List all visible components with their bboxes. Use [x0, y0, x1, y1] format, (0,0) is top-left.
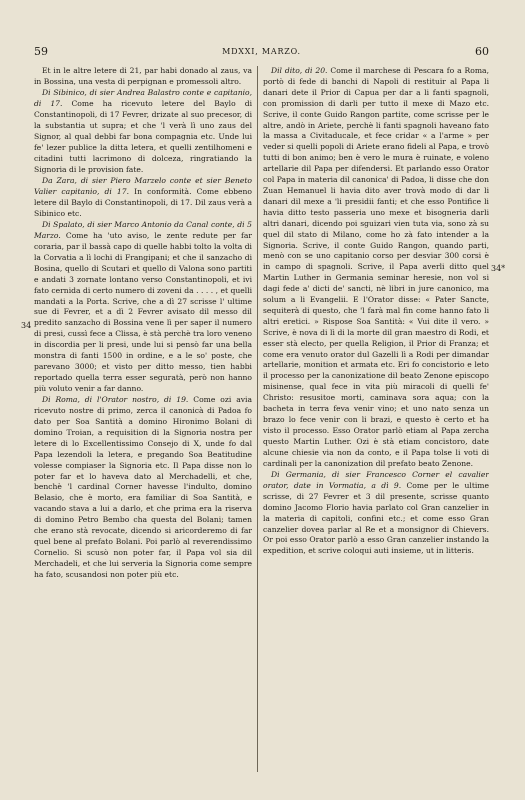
page-number-left: 59: [34, 45, 48, 58]
paragraph-heading: Di Germania, di sier Francesco Corner el cavalier orator, date in Vormatia, a dì 9.: [263, 470, 489, 490]
column-divider: [257, 66, 258, 772]
paragraph-heading: Dil dito, di 20.: [271, 66, 328, 75]
paragraph: Dil dito, di 20. Come il marchese di Pescara fo a Roma, portò di fede di banchi di Napoli di restituir al Papa li danari dete il Prior di Capua per dar a li fanti spagnoli, con promission di darli per tutto il mexe di Mazo etc. Scrive, il conte Guido Rangon partite, come scrisse per le altre, andò in Ariete, perchè li fanti spagnoli haveano fato la massa a Civitaducale, et fece cridar « a l'arme » per veder si quelli popoli di Ariete erano fideli al Papa, e trovò tutti di bon animo; ben è vero le mura è ruinate, e voleno artellarie dil Papa per difendersi. Et parlando esso Orator col Papa in materia dil canonica' di Padoa, li disse che don Zuan Hemanuel li havia dito aver trovà modo di dar li danari dil mexe a 'li presidii fanti; et che esso Pontifice li havia ditto testo passeria uno mexe et bisogneria darli altri danari, dicendo poi sguizari vien tuta via, sono zà su quel dil stato di Milano, come ho zà fato intender a la Signoria. Scrive, il conte Guido Rangon, quando parti, menò con se uno capitanio corso per desviar 300 corsi è in campo di spagnoli. Scrive, il Papa averli ditto quel Martin Luther in Germania seminar heresie, non vol si dagi fede a' dicti de' sancti, nè libri in jure canonico, ma solum a li Evangelii. E l'Orator disse: « Pater Sancte, sequiterà di questo, che 'l farà mal fin come hanno fato li altri eretici. » Rispose Soa Santità: « Vui dite il vero. » Scrive, è nova di lì di la morte dil gran maestro di Rodi, et esser stà electo, per quella Religion, il Prior di Franza; et come era venuto orator dul Gazelli lì a Rodi per dimandar artellarie, monition et armata etc. Eri fo concistorio e leto il processo per la canonizatione dil beato Zenone episcopo misinense, qual fece in vita più miracoli di quelli fe' Christo: resusitoe morti, caminava sora aqua; con la bacheta in terra feva venir vino; et uno nato senza un brazo lo fece venir con li brazi, e questo è certo et ha visto il processo. Esso Orator parlò etiam al Papa zercha questo Martin Luther. Ozi è stà etiam concistoro, date alcune chiesie via non da conto, e il Papa tolse li voti di cardinali per la canonization dil prefato beato Zenone.: [263, 66, 489, 468]
paragraph-heading: Di Spalato, di sier Marco Antonio da Canal conte, di 5 Marzo.: [34, 220, 252, 241]
paragraph: Da Zara, di sier Piero Marzelo conte et sier Beneto Valier capitanio, di 17. In conformità. Come ebbeno letere dil Baylo di Constantinopoli, di 17. Dil zaus verà a Sibinico etc.: [34, 176, 252, 218]
paragraph-heading: Da Zara, di sier Piero Marzelo conte et sier Beneto Valier capitanio, di 17.: [34, 176, 252, 196]
paragraph-heading: Di Sibinico, di sier Andrea Balastro conte e capitanio, di 17.: [34, 88, 252, 109]
paragraph: Di Sibinico, di sier Andrea Balastro conte e capitanio, di 17. Come ha ricevuto letere del Baylo di Constantinopoli, di 17 Fevrer, drizate al suo precesor, di la substantia ut supra; et che 'l verà lì uno zaus del Signor, al qual debbi far bona compagnia etc. Unde lui fe' lezer publice la ditta letera, et quelli zentilhomeni e citadini tutti lacrimono di dolceza, ringratiando la Signoria di le provision fate.: [34, 88, 252, 174]
right-column: [263, 66, 489, 778]
page-number-right: 60: [475, 45, 489, 58]
paragraph-heading: Di Roma, di l'Orator nostro, di 19.: [42, 395, 189, 405]
paragraph: Di Germania, di sier Francesco Corner el cavalier orator, date in Vormatia, a dì 9. Come per le ultime scrisse, di 27 Fevrer et 3 dil presente, scrisse quanto domino Jacomo Florio havia parlato col Gran canzelier in la materia di capitoli, confini etc.; et come esso Gran canzelier dovea parlar al Re et a monsignor di Chievers. Or poi esso Orator parlò a esso Gran canzelier instando la expedition, et scrive coloqui auti insieme, ut in litteris.: [263, 470, 489, 556]
paragraph: Di Spalato, di sier Marco Antonio da Canal conte, di 5 Marzo. Come ha 'uto aviso, le zente redute per far coraria, par il bassà capo di quelle habbi tolto la volta di la Corvatia a lì lochi di Frangipani; et che il sanzacho di Bosina, quello di Scutari et quello di Valona sono partiti e andati 3 zornate lontano verso Constantinopoli, et ivi fato cernida di certo numero di zoveni da . . . . , et quelli mandati a la Porta. Scrive, che a dì 27 scrisse l' ultime sue di Fevrer, et a dì 2 Fevrer avisato dil messo dil predito sanzacho di Bossina vene lì per saper il numero di presi, cussì fece a Clissa, è stà perchè tra loro veneno in discordia per li presi, unde lui si pensò far una bella monstra di fanti 1500 in ordine, e a le so' poste, che parevano 3000; et visto per ditto messo, tien habbi reportado quella terra esser seguratà, però non hanno più voluto venir a far danno.: [34, 220, 252, 393]
paragraph: Et in le altre letere di 21, par habi donado al zaus, va in Bossina, una vesta di perpignan e promessoli altro.: [34, 66, 252, 86]
margin-number-right: 34*: [491, 264, 506, 273]
paragraph: Di Roma, di l'Orator nostro, di 19. Come ozi avia ricevuto nostre di primo, zerca il canonicà di Padoa fo dato per Soa Santità a domino Hironimo Bolani di domino Troian, a requisition di la Signoria nostra per letere di lo Excellentissimo Consejo di X, unde fo dal Papa lezendoli la letera, e pregando Soa Beatitudine volesse compiaser la Signoria etc. Il Papa disse non lo poter far et lo haveva dato al Merchadelli, et che, benchè 'l cardinal Corner havesse l'indulto, domino Belasio, che è morto, era familiar di Soa Santità, e vacando stava a lui a darlo, et che prima era la riserva di domino Petro Bembo cha questa del Bolani; tamen che erano stà revocate, dicendo si aricorderemo di far quel bene al prefato Bolani. Poi parlò al reverendissimo Cornelio. Si scusò non poter far, il Papa vol sia dil Merchadeli, et che lui serveria la Signoria come sempre ha fato, scusandosi non poter più etc.: [34, 395, 252, 579]
page-header: [34, 44, 489, 60]
margin-number-left: 34: [21, 321, 32, 330]
left-column: [34, 66, 252, 778]
running-title: MDXXI, MARZO.: [222, 47, 301, 56]
